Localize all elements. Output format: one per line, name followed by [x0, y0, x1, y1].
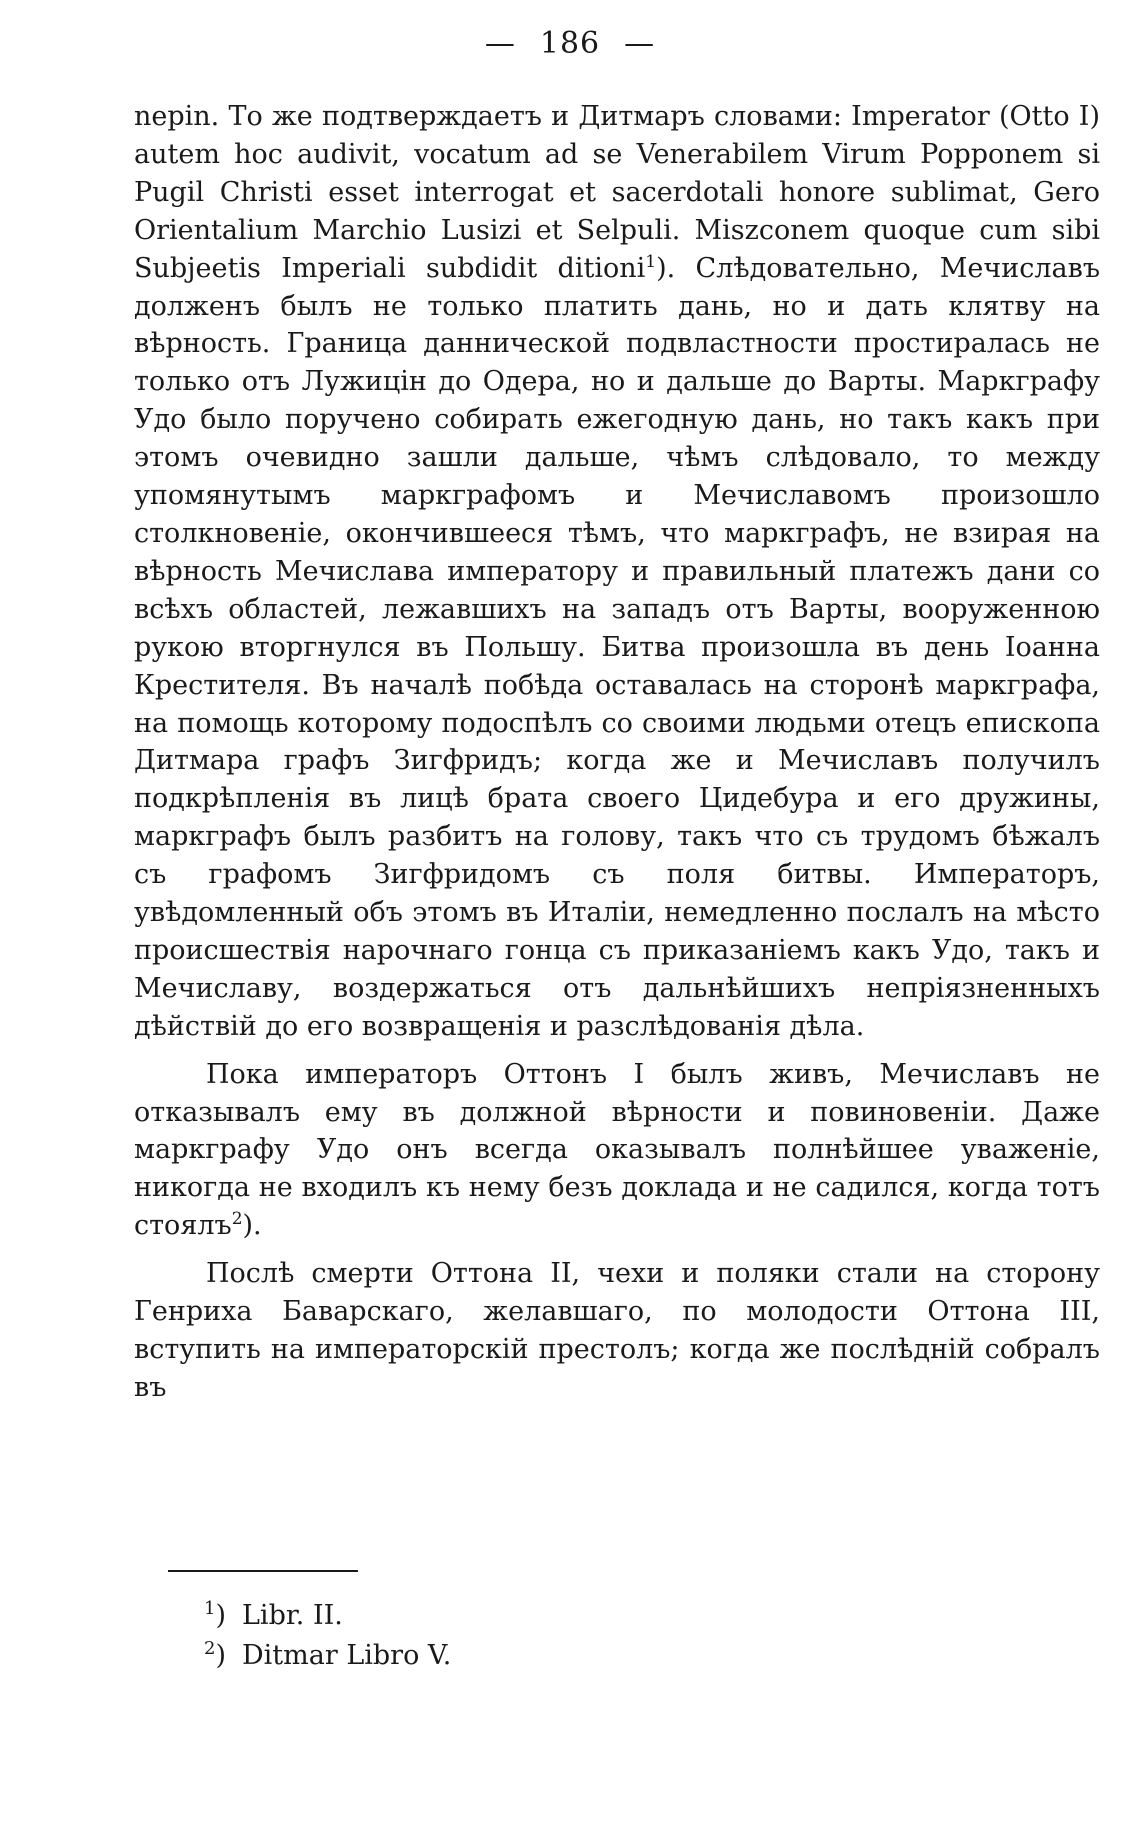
footnote-ref-2: 2: [231, 1209, 243, 1230]
footnote-2-paren: ): [215, 1640, 226, 1671]
paragraph-3: [134, 1255, 1100, 1407]
body-text: [134, 98, 1100, 1407]
footnote-2-text: Ditmar Libro V.: [242, 1640, 452, 1671]
footnote-1: [204, 1596, 451, 1636]
footnote-ref-1: 1: [645, 251, 657, 272]
paragraph-1-text: nepin. То же подтверждаетъ и Дитмаръ словами: Imperator (Otto I) autem hoc audivit, vocatum ad se Venerabilem Virum Popponem si Pugil Christi esset interrogat et sacerdotali honore sublimat, Gero Orientalium Marchio Lusizi et Selpuli. Miszconem quoque cum sibi Subjeetis Imperiali subdidit ditioni: [134, 101, 1100, 284]
paragraph-2-text: Пока императоръ Оттонъ I былъ живъ, Мечиславъ не отказывалъ ему въ должной вѣрности и повиновеніи. Даже маркграфу Удо онъ всегда оказывалъ полнѣйшее уваженіе, никогда не входилъ къ нему безъ доклада и не садился, когда тотъ стоялъ: [134, 1058, 1100, 1242]
page-number: 186: [539, 26, 601, 61]
header-left-dash: —: [484, 26, 516, 61]
paragraph-1-text-cont: ). Слѣдовательно, Мечиславъ долженъ былъ не только платить дань, но и дать клятву на вѣрность. Граница даннической подвластности простиралась не только отъ Лужицін до Одера, но и дальше до Варты. Маркграфу Удо было поручено собирать ежегодную дань, но такъ какъ при этомъ очевидно зашли дальше, чѣмъ слѣдовало, то между упомянутымъ маркграфомъ и Мечиславомъ произошло столкновеніе, окончившееся тѣмъ, что маркграфъ, не взирая на вѣрность Мечислава императору и правильный платежъ дани со всѣхъ областей, лежавшихъ на западъ отъ Варты, вооруженною рукою вторгнулся въ Польшу. Битва произошла въ день Іоанна Крестителя. Въ началѣ побѣда оставалась на сторонѣ маркграфа, на помощь которому подоспѣлъ со своими людьми отецъ епископа Дитмара графъ Зигфридъ; когда же и Мечиславъ получилъ подкрѣпленія въ лицѣ брата своего Цидебура и его дружины, маркграфъ былъ разбитъ на голову, такъ что съ трудомъ бѣжалъ съ графомъ Зигфридомъ съ поля битвы. Императоръ, увѣдомленный объ этомъ въ Италіи, немедленно послалъ на мѣсто происшествія нарочнаго гонца съ приказаніемъ какъ Удо, такъ и Мечиславу, воздержаться отъ дальнѣйшихъ непріязненныхъ дѣйствій до его возвращенія и разслѣдованія дѣла.: [134, 252, 1100, 1042]
footnote-1-paren: ): [215, 1600, 226, 1631]
footnote-2-number: 2: [204, 1638, 216, 1659]
paragraph-3-text: Послѣ смерти Оттона II, чехи и поляки стали на сторону Генриха Баварскаго, желавшаго, по молодости Оттона III, вступить на императорскій престолъ; когда же послѣдній собралъ въ: [134, 1258, 1100, 1403]
footnote-divider: [168, 1570, 358, 1572]
footnotes: [204, 1596, 451, 1676]
footnote-1-text: Libr. II.: [242, 1600, 343, 1631]
footnote-1-number: 1: [204, 1598, 216, 1619]
paragraph-2: [134, 1056, 1100, 1246]
header-right-dash: —: [624, 26, 656, 61]
footnote-2: [204, 1636, 451, 1676]
page-header: [0, 26, 1140, 61]
paragraph-1: [134, 98, 1100, 1046]
paragraph-2-text-cont: ).: [242, 1210, 262, 1242]
